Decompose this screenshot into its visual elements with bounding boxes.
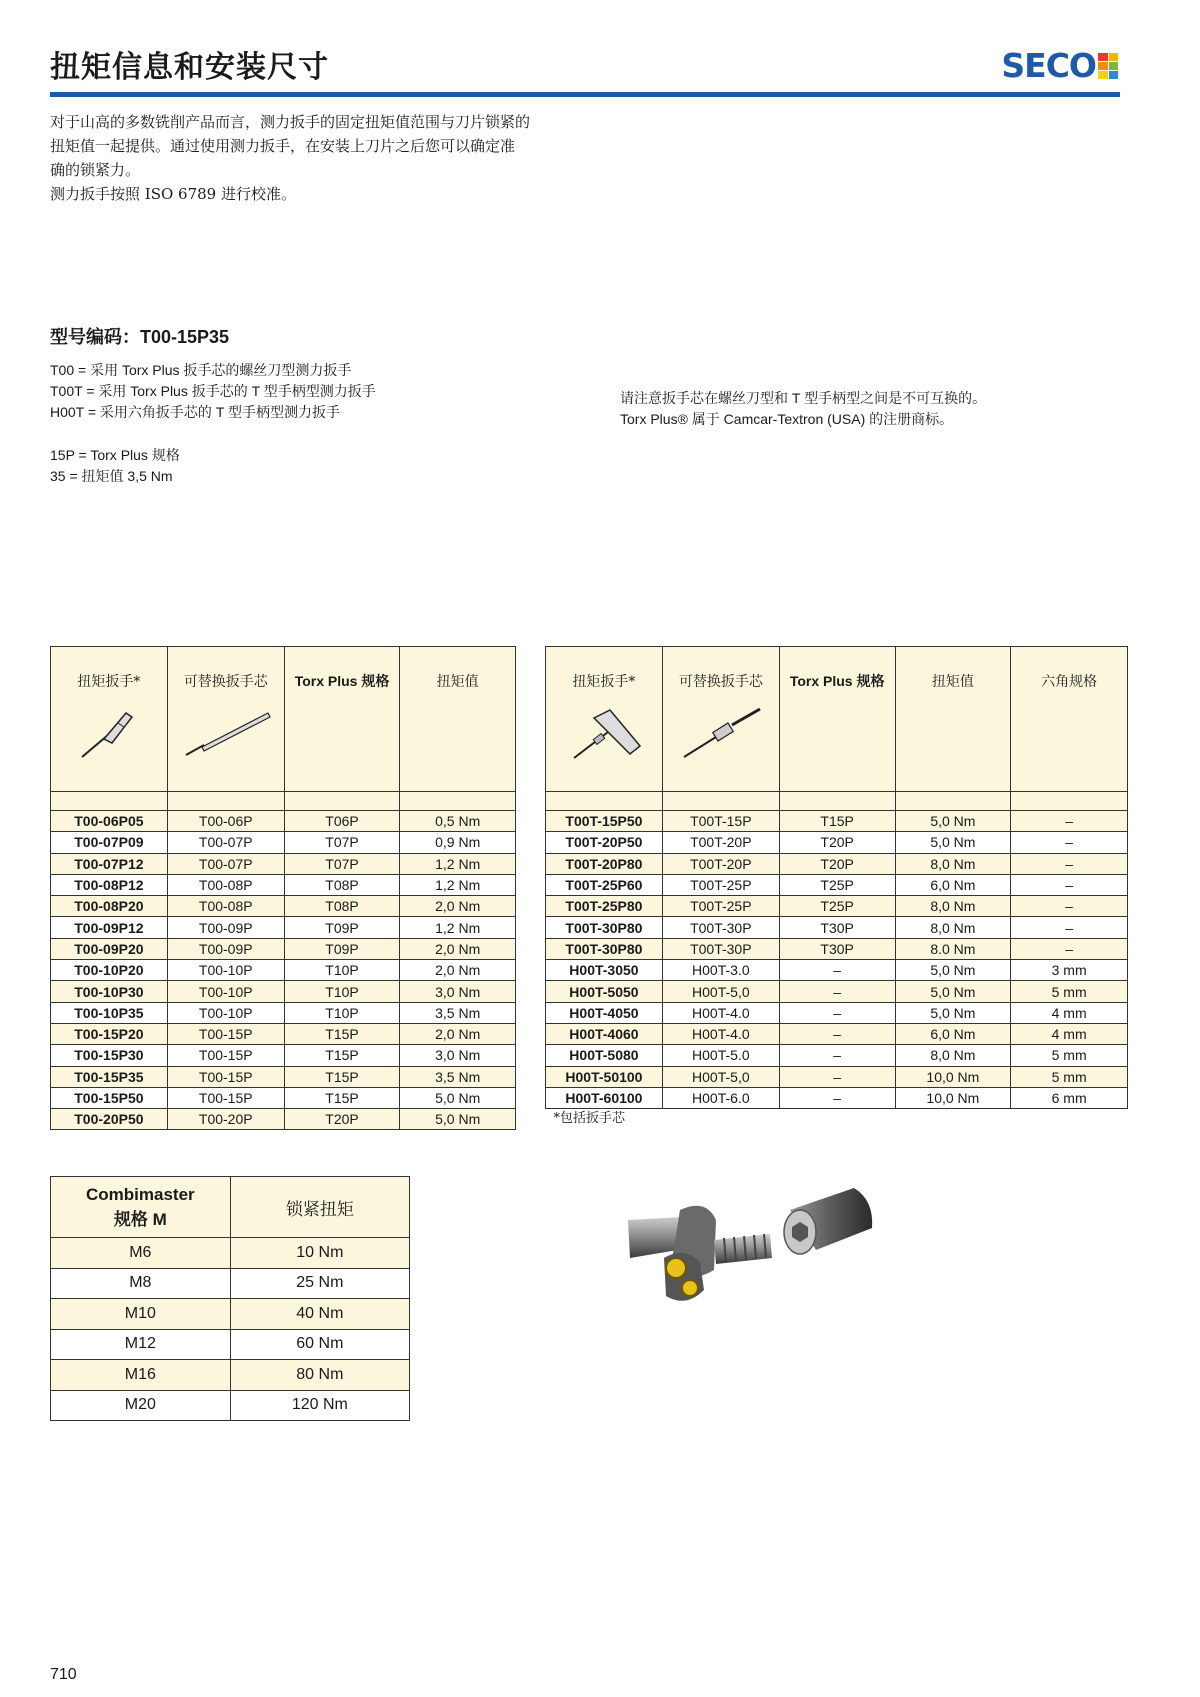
header-label: 扭矩扳手* bbox=[77, 674, 141, 690]
footnote-row bbox=[546, 1109, 1128, 1130]
intro-line: 对于山高的多数铣削产品而言，测力扳手的固定扭矩值范围与刀片锁紧的 bbox=[50, 113, 531, 131]
seco-logo bbox=[1001, 46, 1118, 85]
table-cell: T00-08P bbox=[167, 896, 284, 917]
header-label: 可替换扳手芯 bbox=[183, 674, 268, 690]
table-cell: 80 Nm bbox=[230, 1360, 409, 1391]
legend-line: 15P = Torx Plus 规格 bbox=[50, 447, 180, 463]
table-cell: 3,0 Nm bbox=[400, 1045, 516, 1066]
note-line: Torx Plus® 属于 Camcar-Textron (USA) 的注册商标。 bbox=[620, 411, 954, 427]
table-cell: M16 bbox=[51, 1360, 231, 1391]
table-cell: – bbox=[1011, 811, 1128, 832]
table-cell: T00-06P05 bbox=[51, 811, 168, 832]
table-row bbox=[51, 853, 516, 874]
table-cell: 1,2 Nm bbox=[400, 917, 516, 938]
table-row bbox=[51, 1109, 516, 1130]
table-cell: 4 mm bbox=[1011, 1023, 1128, 1044]
combimaster-table bbox=[50, 1176, 410, 1421]
table-cell: 4 mm bbox=[1011, 1002, 1128, 1023]
table-row bbox=[51, 1268, 410, 1299]
table-cell: T00T-20P50 bbox=[546, 832, 663, 853]
table-cell: T00-09P20 bbox=[51, 938, 168, 959]
table-cell: T00T-30P bbox=[662, 917, 779, 938]
table-cell: T00-07P09 bbox=[51, 832, 168, 853]
table-cell: T00-09P bbox=[167, 917, 284, 938]
logo-text: SECO bbox=[1001, 46, 1096, 85]
table-cell: T06P bbox=[284, 811, 400, 832]
table-row bbox=[51, 896, 516, 917]
table-row bbox=[51, 1002, 516, 1023]
bit-icon bbox=[663, 705, 779, 763]
table-cell: T00-10P bbox=[167, 981, 284, 1002]
table-row bbox=[51, 960, 516, 981]
intro-line: 扭矩值一起提供。通过使用测力扳手，在安装上刀片之后您可以确定准 bbox=[50, 137, 516, 155]
intro-text bbox=[50, 110, 650, 206]
legend-line: T00T = 采用 Torx Plus 扳手芯的 T 型手柄型测力扳手 bbox=[50, 383, 376, 399]
table-cell: T00-10P bbox=[167, 960, 284, 981]
table-cell: T00-09P bbox=[167, 938, 284, 959]
table-cell: H00T-5,0 bbox=[662, 981, 779, 1002]
table-row bbox=[51, 1087, 516, 1108]
table-row bbox=[51, 938, 516, 959]
code-legend-2 bbox=[50, 445, 180, 487]
table-row bbox=[51, 981, 516, 1002]
table-cell: T15P bbox=[284, 1045, 400, 1066]
table-cell: T00-15P bbox=[167, 1045, 284, 1066]
header-label: Combimaster bbox=[86, 1184, 195, 1204]
col-header-bit bbox=[167, 647, 284, 792]
table-row bbox=[51, 1023, 516, 1044]
table-cell: 8.0 Nm bbox=[895, 938, 1011, 959]
table-cell: 40 Nm bbox=[230, 1299, 409, 1330]
table-cell: T00-10P35 bbox=[51, 1002, 168, 1023]
code-heading: 型号编码：T00-15P35 bbox=[50, 327, 230, 347]
table-cell: T00-10P30 bbox=[51, 981, 168, 1002]
table-cell: H00T-4060 bbox=[546, 1023, 663, 1044]
table-row bbox=[546, 917, 1128, 938]
table-row bbox=[51, 811, 516, 832]
logo-mark-icon bbox=[1098, 53, 1118, 79]
table-cell: – bbox=[1011, 874, 1128, 895]
table-cell: H00T-5050 bbox=[546, 981, 663, 1002]
table-cell: T00-10P bbox=[167, 1002, 284, 1023]
table-cell: H00T-4.0 bbox=[662, 1023, 779, 1044]
legend-line: H00T = 采用六角扳手芯的 T 型手柄型测力扳手 bbox=[50, 404, 341, 420]
table-cell: 8,0 Nm bbox=[895, 1045, 1011, 1066]
page-number: 710 bbox=[50, 1666, 77, 1683]
table-cell: 6,0 Nm bbox=[895, 1023, 1011, 1044]
table-row bbox=[51, 1299, 410, 1330]
col-header-wrench bbox=[51, 647, 168, 792]
table-cell: T00T-20P bbox=[662, 853, 779, 874]
table-cell: – bbox=[1011, 896, 1128, 917]
col-header-wrench bbox=[546, 647, 663, 792]
table-cell: T00-15P20 bbox=[51, 1023, 168, 1044]
table-cell: 1,2 Nm bbox=[400, 874, 516, 895]
bit-icon bbox=[168, 705, 284, 763]
table-cell: T20P bbox=[284, 1109, 400, 1130]
table-cell: T10P bbox=[284, 1002, 400, 1023]
header-label: 扭矩值 bbox=[436, 674, 479, 690]
header-label: 扭矩值 bbox=[931, 674, 974, 690]
header-label: 六角规格 bbox=[1041, 674, 1098, 690]
table-cell: T09P bbox=[284, 938, 400, 959]
table-row bbox=[51, 917, 516, 938]
table-row bbox=[546, 1087, 1128, 1108]
intro-line: 测力扳手按照 ISO 6789 进行校准。 bbox=[50, 185, 296, 203]
table-row bbox=[546, 960, 1128, 981]
table-cell: 60 Nm bbox=[230, 1329, 409, 1360]
table-cell: T07P bbox=[284, 853, 400, 874]
table-row bbox=[546, 1045, 1128, 1066]
header-label: 规格 M bbox=[113, 1209, 167, 1229]
table-row bbox=[546, 1023, 1128, 1044]
table-cell: – bbox=[779, 1066, 895, 1087]
table-cell: T00-15P bbox=[167, 1066, 284, 1087]
table-row bbox=[546, 811, 1128, 832]
table-cell: T00-15P bbox=[167, 1023, 284, 1044]
table-cell: T00T-15P50 bbox=[546, 811, 663, 832]
table-cell: T30P bbox=[779, 938, 895, 959]
table-cell: T15P bbox=[284, 1087, 400, 1108]
table-cell: 8,0 Nm bbox=[895, 853, 1011, 874]
page-title: 扭矩信息和安装尺寸 bbox=[50, 50, 329, 85]
header-label: Torx Plus 规格 bbox=[789, 673, 885, 689]
torque-table-screwdriver bbox=[50, 646, 516, 1130]
table-cell: 5,0 Nm bbox=[400, 1109, 516, 1130]
col-header-torx bbox=[779, 647, 895, 792]
table-cell: 3,5 Nm bbox=[400, 1066, 516, 1087]
table-row bbox=[546, 874, 1128, 895]
interchange-note bbox=[620, 388, 986, 430]
table-cell: T00-06P bbox=[167, 811, 284, 832]
table-cell: – bbox=[779, 1023, 895, 1044]
table-cell: 10,0 Nm bbox=[895, 1087, 1011, 1108]
table-cell: T00-08P bbox=[167, 874, 284, 895]
table-cell: T15P bbox=[284, 1066, 400, 1087]
table-cell: M8 bbox=[51, 1268, 231, 1299]
table-cell: T00-08P20 bbox=[51, 896, 168, 917]
table-cell: T09P bbox=[284, 917, 400, 938]
legend-line: T00 = 采用 Torx Plus 扳手芯的螺丝刀型测力扳手 bbox=[50, 362, 352, 378]
table-cell: M10 bbox=[51, 1299, 231, 1330]
table-cell: H00T-5080 bbox=[546, 1045, 663, 1066]
table-cell: 25 Nm bbox=[230, 1268, 409, 1299]
table-row bbox=[51, 874, 516, 895]
table-cell: – bbox=[779, 1087, 895, 1108]
table-cell: 2,0 Nm bbox=[400, 960, 516, 981]
table-cell: T00T-25P60 bbox=[546, 874, 663, 895]
table-cell: T00-15P bbox=[167, 1087, 284, 1108]
table-cell: 10,0 Nm bbox=[895, 1066, 1011, 1087]
table-cell: H00T-6.0 bbox=[662, 1087, 779, 1108]
table-cell: T20P bbox=[779, 853, 895, 874]
table-cell: T08P bbox=[284, 874, 400, 895]
table-cell: 5 mm bbox=[1011, 1066, 1128, 1087]
table-cell: 0,5 Nm bbox=[400, 811, 516, 832]
header-label: 扭矩扳手* bbox=[572, 674, 636, 690]
table-cell: – bbox=[1011, 832, 1128, 853]
table-cell: T00-08P12 bbox=[51, 874, 168, 895]
table-cell: T00-15P35 bbox=[51, 1066, 168, 1087]
table-cell: 5,0 Nm bbox=[895, 832, 1011, 853]
combimaster-tool-image bbox=[620, 1180, 900, 1330]
table-cell: 0,9 Nm bbox=[400, 832, 516, 853]
table-cell: T00T-25P80 bbox=[546, 896, 663, 917]
table-cell: 1,2 Nm bbox=[400, 853, 516, 874]
table-cell: T00T-30P bbox=[662, 938, 779, 959]
table-cell: 5,0 Nm bbox=[895, 960, 1011, 981]
table-cell: T00T-30P80 bbox=[546, 938, 663, 959]
table-cell: T08P bbox=[284, 896, 400, 917]
table-row bbox=[51, 1045, 516, 1066]
table-cell: T00T-20P bbox=[662, 832, 779, 853]
table-cell: H00T-50100 bbox=[546, 1066, 663, 1087]
table-cell: H00T-4.0 bbox=[662, 1002, 779, 1023]
table-cell: M20 bbox=[51, 1390, 231, 1421]
table-cell: T00-09P12 bbox=[51, 917, 168, 938]
intro-line: 确的锁紧力。 bbox=[50, 161, 141, 179]
col-header-torque bbox=[400, 647, 516, 792]
table-row bbox=[546, 981, 1128, 1002]
table-cell: 3 mm bbox=[1011, 960, 1128, 981]
torque-table-t-handle bbox=[545, 646, 1128, 1129]
table-cell: 8,0 Nm bbox=[895, 917, 1011, 938]
table-row bbox=[546, 1066, 1128, 1087]
table-cell: 5,0 Nm bbox=[895, 811, 1011, 832]
table-cell: T00T-25P bbox=[662, 874, 779, 895]
table-cell: T00-10P20 bbox=[51, 960, 168, 981]
header-label: 可替换扳手芯 bbox=[678, 674, 763, 690]
table-cell: 3,5 Nm bbox=[400, 1002, 516, 1023]
code-legend bbox=[50, 360, 376, 423]
table-row bbox=[51, 1238, 410, 1269]
table-row bbox=[51, 1360, 410, 1391]
table-cell: 2,0 Nm bbox=[400, 896, 516, 917]
table-cell: – bbox=[779, 981, 895, 1002]
header-rule bbox=[50, 92, 1120, 97]
table-cell: T15P bbox=[779, 811, 895, 832]
col-header-torque: 锁紧扭矩 bbox=[230, 1177, 409, 1238]
table-cell: T20P bbox=[779, 832, 895, 853]
table-cell: – bbox=[779, 1045, 895, 1066]
table-cell: T00T-25P bbox=[662, 896, 779, 917]
table-cell: T25P bbox=[779, 874, 895, 895]
table-cell: – bbox=[779, 960, 895, 981]
table-row bbox=[546, 1002, 1128, 1023]
table-cell: 5 mm bbox=[1011, 1045, 1128, 1066]
table-cell: 5,0 Nm bbox=[895, 1002, 1011, 1023]
table-row bbox=[51, 832, 516, 853]
table-cell: H00T-5.0 bbox=[662, 1045, 779, 1066]
table-cell: M6 bbox=[51, 1238, 231, 1269]
table-cell: T00-20P bbox=[167, 1109, 284, 1130]
table-row bbox=[51, 1390, 410, 1421]
table-cell: T00T-15P bbox=[662, 811, 779, 832]
table-cell: T15P bbox=[284, 1023, 400, 1044]
table-row bbox=[546, 938, 1128, 959]
table-cell: H00T-3.0 bbox=[662, 960, 779, 981]
col-header-torx bbox=[284, 647, 400, 792]
table-cell: 5,0 Nm bbox=[895, 981, 1011, 1002]
table-row bbox=[546, 832, 1128, 853]
table-row bbox=[546, 853, 1128, 874]
col-header-size bbox=[51, 1177, 231, 1238]
table-cell: 3,0 Nm bbox=[400, 981, 516, 1002]
table-cell: T10P bbox=[284, 981, 400, 1002]
table-cell: – bbox=[1011, 917, 1128, 938]
table-row bbox=[51, 1066, 516, 1087]
table-cell: H00T-4050 bbox=[546, 1002, 663, 1023]
table-cell: M12 bbox=[51, 1329, 231, 1360]
table-cell: T30P bbox=[779, 917, 895, 938]
table-cell: 8,0 Nm bbox=[895, 896, 1011, 917]
table-row bbox=[51, 1329, 410, 1360]
table-cell: T00-07P bbox=[167, 832, 284, 853]
table-cell: T00-20P50 bbox=[51, 1109, 168, 1130]
table-cell: 5 mm bbox=[1011, 981, 1128, 1002]
table-cell: H00T-5,0 bbox=[662, 1066, 779, 1087]
table-row bbox=[546, 896, 1128, 917]
table-cell: 6,0 Nm bbox=[895, 874, 1011, 895]
table-cell: 2,0 Nm bbox=[400, 1023, 516, 1044]
table-cell: T00T-30P80 bbox=[546, 917, 663, 938]
table-cell: 120 Nm bbox=[230, 1390, 409, 1421]
note-line: 请注意扳手芯在螺丝刀型和 T 型手柄型之间是不可互换的。 bbox=[620, 390, 987, 406]
table-cell: T00-07P bbox=[167, 853, 284, 874]
table-cell: 2,0 Nm bbox=[400, 938, 516, 959]
t-handle-wrench-icon bbox=[546, 705, 662, 763]
table-cell: 6 mm bbox=[1011, 1087, 1128, 1108]
table-cell: 10 Nm bbox=[230, 1238, 409, 1269]
table-cell: – bbox=[1011, 853, 1128, 874]
table-cell: T10P bbox=[284, 960, 400, 981]
footnote: *包括扳手芯 bbox=[546, 1109, 1128, 1130]
table-cell: H00T-60100 bbox=[546, 1087, 663, 1108]
table-cell: H00T-3050 bbox=[546, 960, 663, 981]
table-cell: T07P bbox=[284, 832, 400, 853]
screwdriver-wrench-icon bbox=[51, 705, 167, 763]
table-cell: – bbox=[1011, 938, 1128, 959]
table-cell: – bbox=[779, 1002, 895, 1023]
table-cell: T00-07P12 bbox=[51, 853, 168, 874]
table-cell: T00-15P30 bbox=[51, 1045, 168, 1066]
table-cell: T25P bbox=[779, 896, 895, 917]
header-label: Torx Plus 规格 bbox=[294, 673, 390, 689]
legend-line: 35 = 扭矩值 3,5 Nm bbox=[50, 468, 173, 484]
col-header-torque bbox=[895, 647, 1011, 792]
table-cell: T00T-20P80 bbox=[546, 853, 663, 874]
col-header-bit bbox=[662, 647, 779, 792]
col-header-hex bbox=[1011, 647, 1128, 792]
table-cell: T00-15P50 bbox=[51, 1087, 168, 1108]
table-cell: 5,0 Nm bbox=[400, 1087, 516, 1108]
